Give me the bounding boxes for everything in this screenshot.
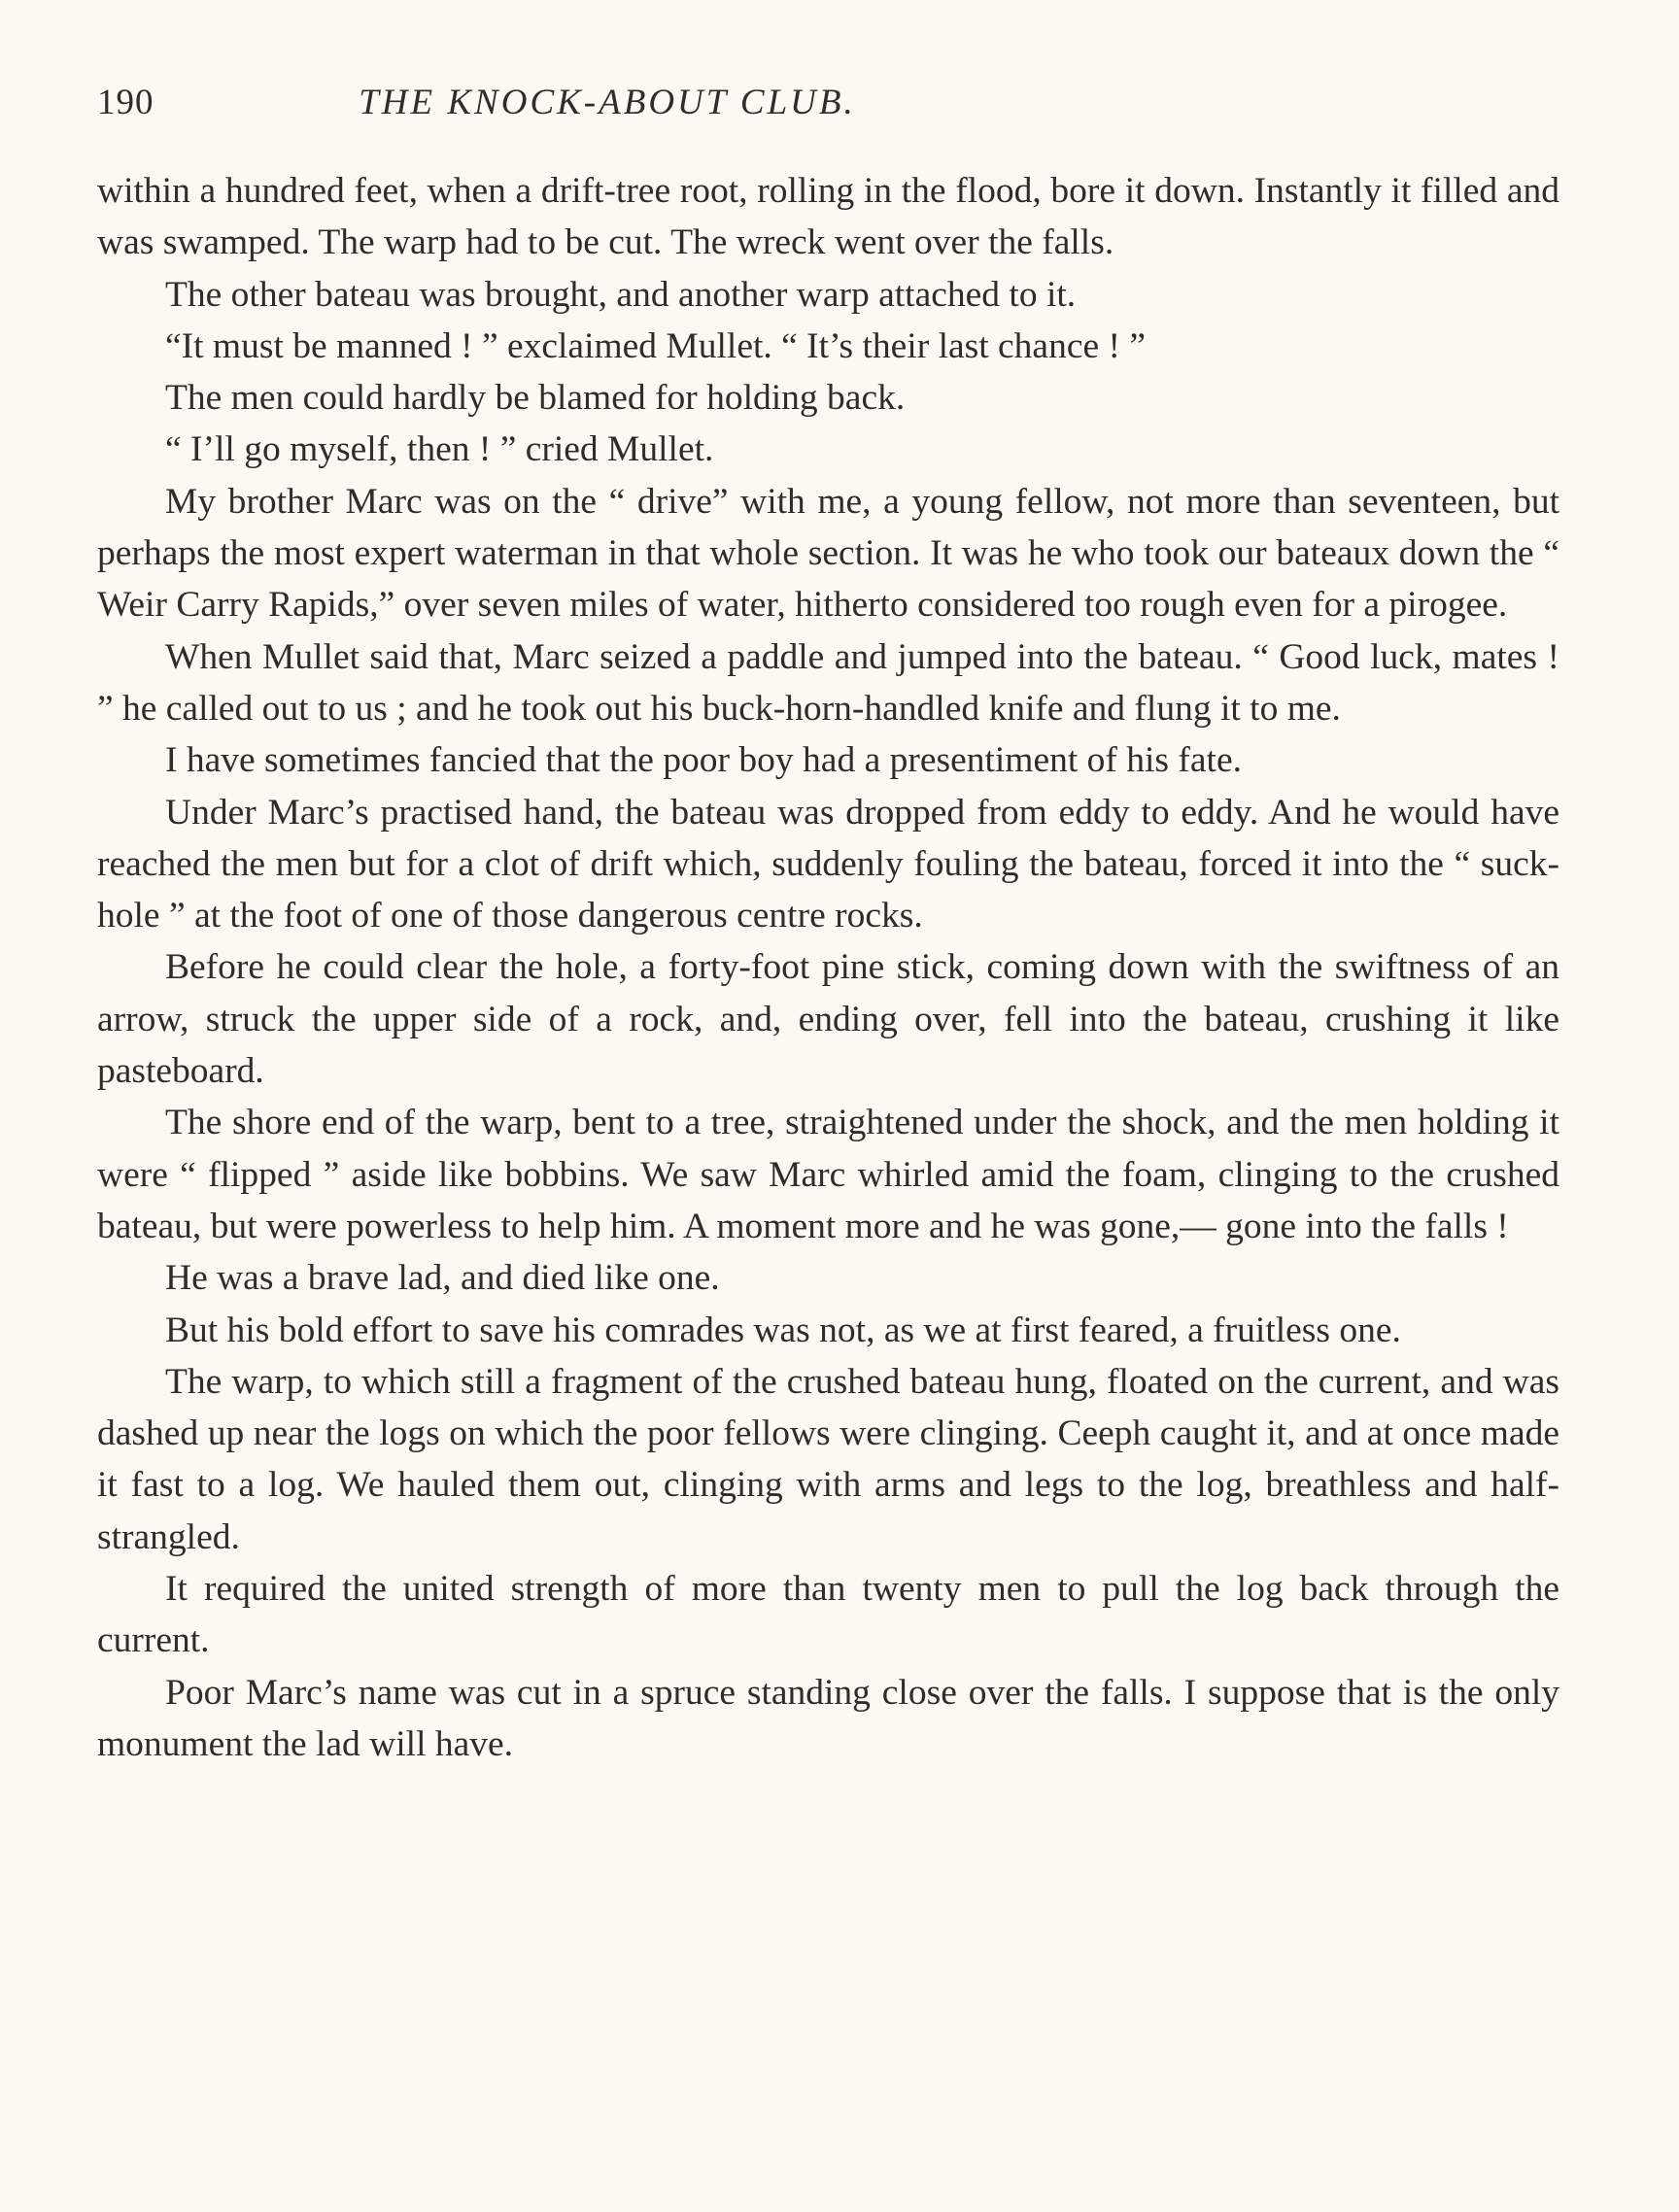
paragraph: My brother Marc was on the “ drive” with me, a young fellow, not more than seventeen, but perhaps the most expert waterman in that whole section. It was he who took our bateaux down the “ Weir Carry Rapids,” over seven miles of water, hitherto considered too rough even for a pirogee. xyxy=(97,481,1559,626)
running-title: THE KNOCK-ABOUT CLUB. xyxy=(359,83,856,122)
paragraph: within a hundred feet, when a drift-tree root, rolling in the flood, bore it down. Instantly it filled and was swamped. The warp had to be cut. The wreck went over the falls. xyxy=(97,171,1559,263)
paragraph: He was a brave lad, and died like one. xyxy=(165,1258,720,1299)
paragraph: The other bateau was brought, and another warp attached to it. xyxy=(165,274,1077,315)
paragraph: It required the united strength of more than twenty men to pull the log back through the current. xyxy=(97,1569,1559,1661)
paragraph: I have sometimes fancied that the poor boy had a presentiment of his fate. xyxy=(165,740,1242,781)
paragraph: Poor Marc’s name was cut in a spruce standing close over the falls. I suppose that is the only monument the lad will have. xyxy=(97,1672,1559,1764)
paragraph: The men could hardly be blamed for holding back. xyxy=(165,378,906,419)
paragraph: The shore end of the warp, bent to a tree, straightened under the shock, and the men holding it were “ flipped ” aside like bobbins. We saw Marc whirled amid the foam, clinging to the crushed bateau, but were powerless to help him. A moment more and he was gone,— gone into the falls ! xyxy=(97,1103,1559,1246)
paragraph: The warp, to which still a fragment of the crushed bateau hung, floated on the current, and was dashed up near the logs on which the poor fellows were clinging. Ceeph caught it, and at once made it fast to a log. We hauled them out, clinging with arms and legs to the log, breathless and half-strangled. xyxy=(97,1361,1559,1557)
paragraph: “ I’ll go myself, then ! ” cried Mullet. xyxy=(165,429,714,470)
paragraph: “It must be manned ! ” exclaimed Mullet. “ It’s their last chance ! ” xyxy=(165,325,1146,366)
paragraph: Before he could clear the hole, a forty-foot pine stick, coming down with the swiftness of an arrow, struck the upper side of a rock, and, ending over, fell into the bateau, crushing it like pasteboard. xyxy=(97,947,1559,1092)
paragraph: When Mullet said that, Marc seized a paddle and jumped into the bateau. “ Good luck, mates ! ” he called out to us ; and he took out his buck-horn-handled knife and flung it to me. xyxy=(97,636,1559,729)
page-number: 190 xyxy=(97,83,154,122)
running-head xyxy=(97,76,1566,130)
paragraph: But his bold effort to save his comrades was not, as we at first feared, a fruitless one. xyxy=(165,1310,1401,1350)
paragraph: Under Marc’s practised hand, the bateau was dropped from eddy to eddy. And he would have reached the men but for a clot of drift which, suddenly fouling the bateau, forced it into the “ suck-hole ” at the foot of one of those dangerous centre rocks. xyxy=(97,792,1559,936)
body-text xyxy=(97,165,1559,1770)
